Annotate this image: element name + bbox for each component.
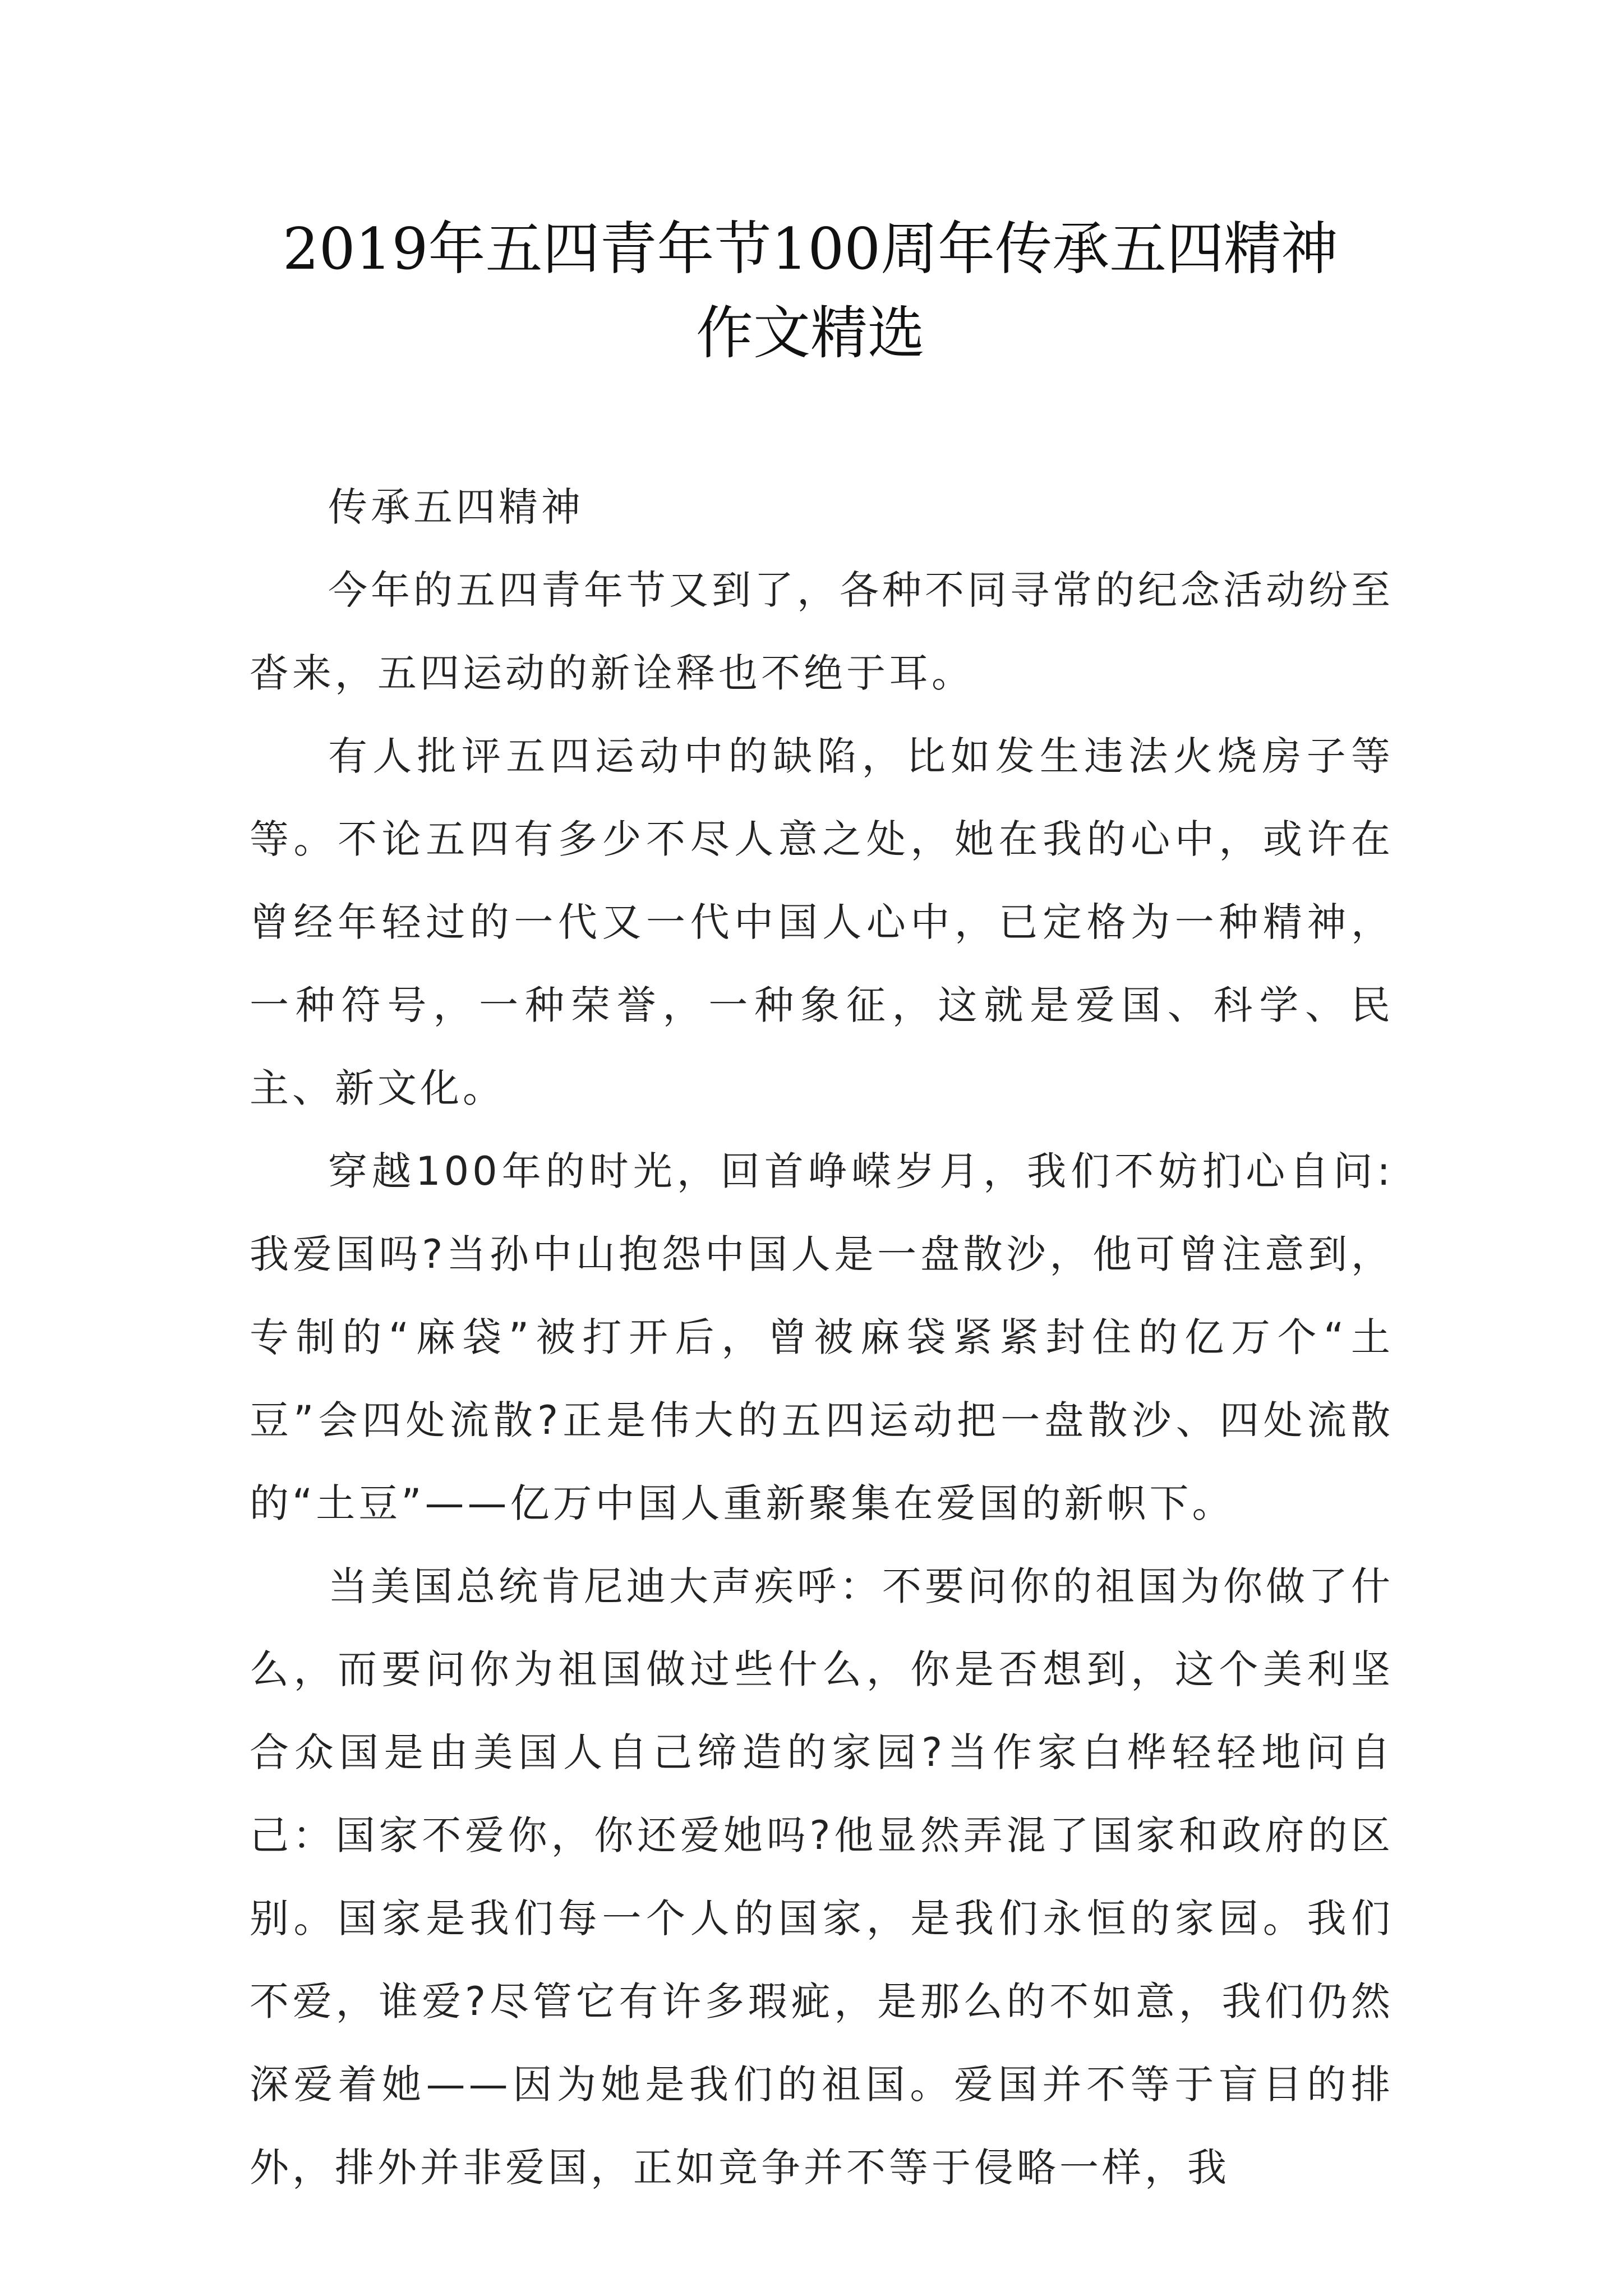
- paragraph: 穿越100年的时光，回首峥嵘岁月，我们不妨扪心自问:我爱国吗?当孙中山抱怨中国人是一盘散沙，他可曾注意到，专制的“麻袋”被打开后，曾被麻袋紧紧封住的亿万个“土豆”会四处流散?正是伟大的五四运动把一盘散沙、四处流散的“土豆”——亿万中国人重新聚集在爱国的新帜下。: [250, 1148, 1394, 1526]
- section-heading: 传承五四精神: [328, 484, 584, 530]
- document-body: [250, 466, 1394, 2209]
- paragraph: 今年的五四青年节又到了，各种不同寻常的纪念活动纷至沓来，五四运动的新诠释也不绝于耳。: [250, 567, 1394, 696]
- paragraph: 有人批评五四运动中的缺陷，比如发生违法火烧房子等等。不论五四有多少不尽人意之处，她在我的心中，或许在曾经年轻过的一代又一代中国人心中，已定格为一种精神，一种符号，一种荣誉，一种象征，这就是爱国、科学、民主、新文化。: [250, 733, 1394, 1111]
- title-line-1: 2019年五四青年节100周年传承五四精神: [282, 216, 1339, 283]
- paragraph: 当美国总统肯尼迪大声疾呼：不要问你的祖国为你做了什么，而要问你为祖国做过些什么，你是否想到，这个美利坚合众国是由美国人自己缔造的家园?当作家白桦轻轻地问自己：国家不爱你，你还爱她吗?他显然弄混了国家和政府的区别。国家是我们每一个人的国家，是我们永恒的家园。我们不爱，谁爱?尽管它有许多瑕疵，是那么的不如意，我们仍然深爱着她——因为她是我们的祖国。爱国并不等于盲目的排外，排外并非爱国，正如竞争并不等于侵略一样，我: [250, 1563, 1394, 2191]
- title-line-2: 作文精选: [696, 300, 925, 367]
- document-title: [236, 208, 1385, 376]
